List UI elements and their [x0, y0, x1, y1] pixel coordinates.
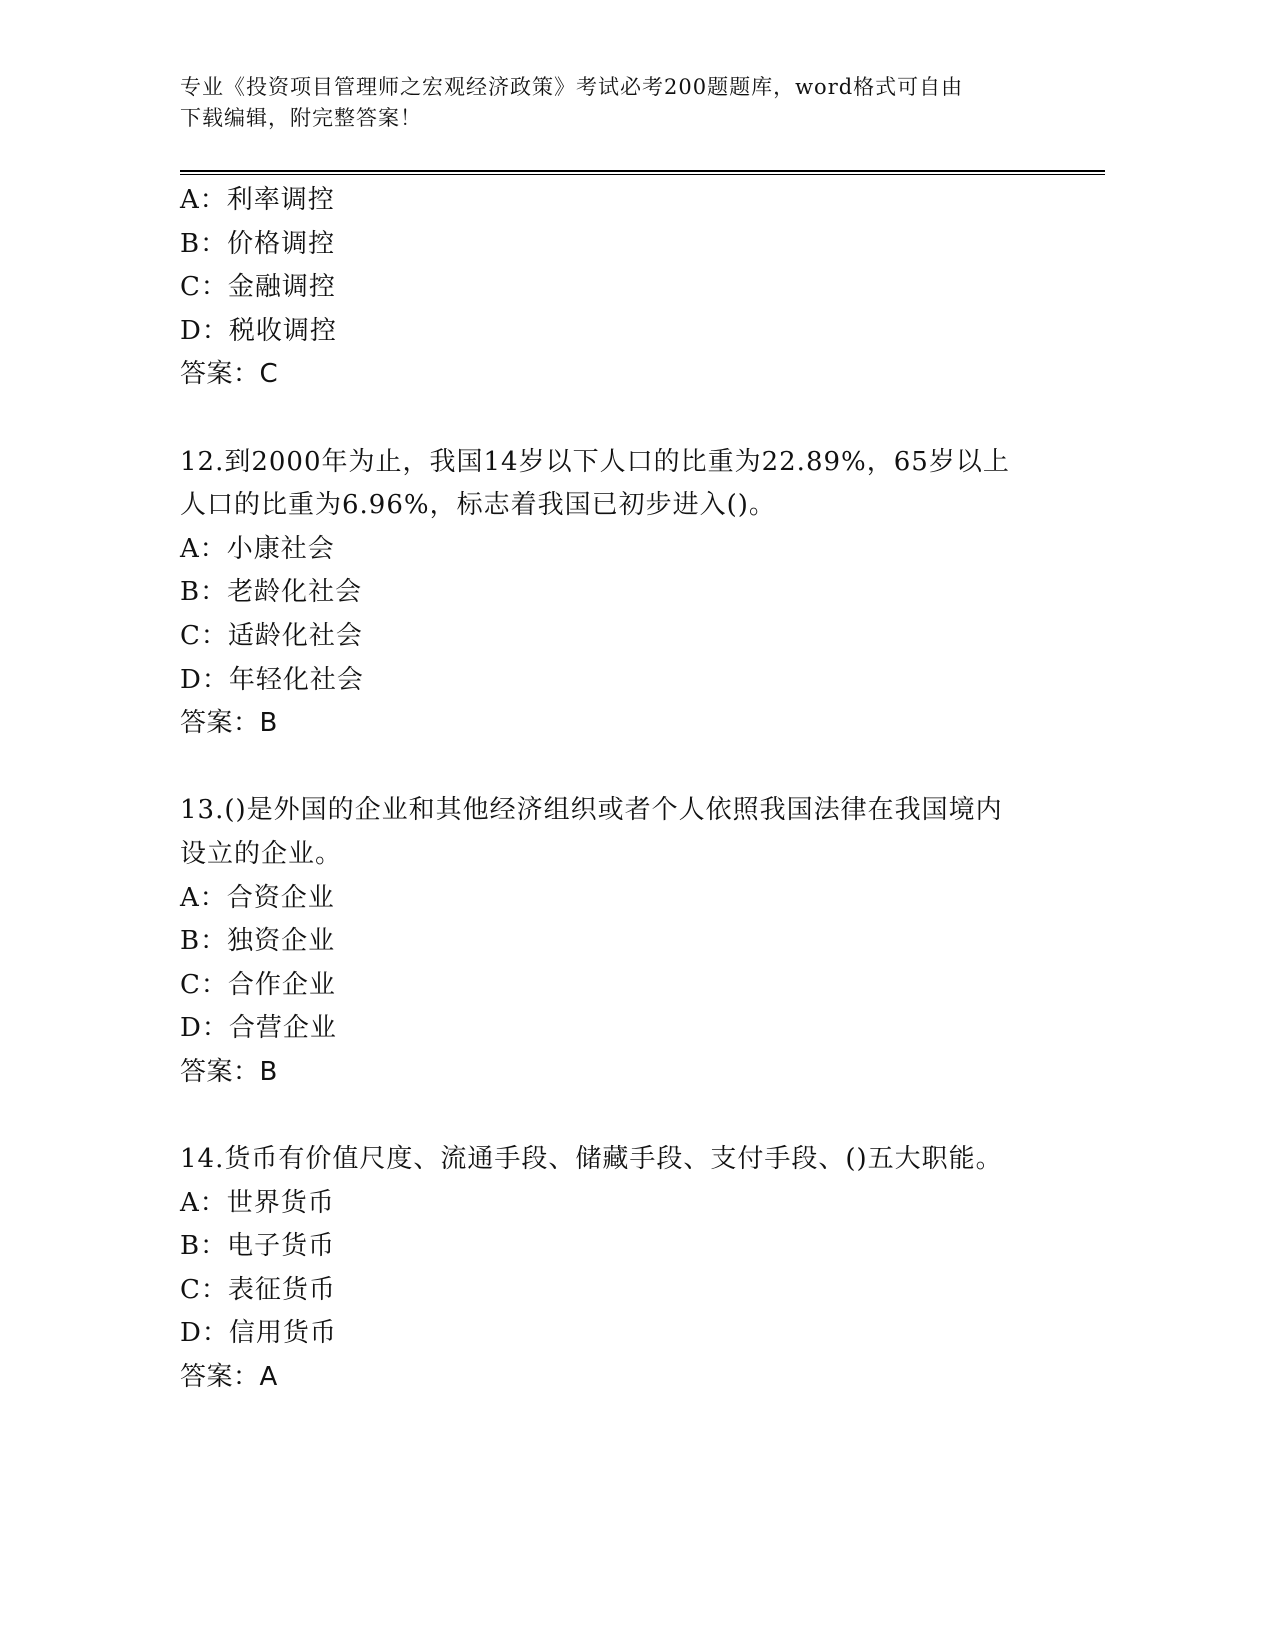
option-a — [180, 1182, 1180, 1226]
question-block — [180, 789, 1180, 1094]
blank-line — [180, 397, 1180, 441]
option-letter: B： — [180, 1231, 228, 1262]
answer-value: B — [259, 1056, 278, 1087]
answer-line — [180, 353, 1180, 397]
question-list — [180, 179, 1180, 1400]
answer-line — [180, 1356, 1180, 1400]
option-letter: B： — [180, 926, 228, 957]
option-letter: D： — [180, 1318, 229, 1349]
blank-line — [180, 746, 1180, 790]
option-d — [180, 659, 1180, 703]
option-letter: B： — [180, 577, 228, 608]
option-text: 合营企业 — [228, 1013, 337, 1044]
option-text: 税收调控 — [228, 315, 337, 346]
header-line: 专业《投资项目管理师之宏观经济政策》考试必考200题题库，word格式可自由 — [180, 75, 964, 99]
option-text: 合作企业 — [227, 969, 336, 1000]
option-letter: A： — [180, 882, 227, 913]
document-header — [180, 72, 1100, 134]
answer-value: B — [259, 708, 278, 739]
option-text: 利率调控 — [226, 185, 335, 215]
question-block — [180, 1138, 1180, 1400]
option-c — [180, 266, 1180, 310]
option-text: 年轻化社会 — [228, 664, 364, 695]
option-letter: D： — [180, 315, 229, 346]
option-text: 合资企业 — [226, 882, 335, 913]
option-a — [180, 877, 1180, 921]
question-stem-line: 人口的比重为6.96%，标志着我国已初步进入()。 — [180, 490, 776, 521]
question-block — [180, 441, 1180, 746]
option-letter: B： — [180, 228, 228, 259]
option-letter: A： — [180, 185, 227, 215]
answer-label: 答案： — [180, 1362, 260, 1393]
option-b — [180, 920, 1180, 964]
option-a — [180, 528, 1180, 572]
question-stem-line: 14.货币有价值尺度、流通手段、储藏手段、支付手段、()五大职能。 — [180, 1144, 1003, 1175]
option-b — [180, 1225, 1180, 1269]
option-text: 表征货币 — [227, 1274, 336, 1305]
option-letter: D： — [180, 1013, 229, 1044]
option-text: 金融调控 — [227, 272, 336, 303]
option-text: 世界货币 — [226, 1187, 335, 1218]
option-c — [180, 1269, 1180, 1313]
question-stem-line: 12.到2000年为止，我国14岁以下人口的比重为22.89%，65岁以上 — [180, 446, 1010, 477]
option-letter: C： — [180, 969, 228, 1000]
option-letter: C： — [180, 620, 228, 651]
option-d — [180, 310, 1180, 354]
header-line: 下载编辑，附完整答案！ — [180, 106, 422, 130]
option-letter: A： — [180, 1187, 227, 1218]
answer-line — [180, 1051, 1180, 1095]
option-letter: A： — [180, 533, 227, 564]
option-text: 价格调控 — [227, 228, 336, 259]
option-a — [180, 179, 1180, 223]
option-text: 独资企业 — [227, 926, 336, 957]
option-text: 适龄化社会 — [227, 620, 363, 651]
answer-value: A — [259, 1362, 278, 1393]
blank-line — [180, 1094, 1180, 1138]
question-stem-line: 13.()是外国的企业和其他经济组织或者个人依照我国法律在我国境内 — [180, 795, 1003, 826]
answer-label: 答案： — [180, 359, 260, 390]
option-letter: C： — [180, 1274, 228, 1305]
option-b — [180, 571, 1180, 615]
option-letter: D： — [180, 664, 229, 695]
answer-value: C — [259, 359, 279, 390]
header-double-rule — [180, 170, 1105, 175]
question-stem-line: 设立的企业。 — [180, 838, 343, 869]
option-b — [180, 223, 1180, 267]
option-text: 信用货币 — [228, 1318, 337, 1349]
option-d — [180, 1007, 1180, 1051]
option-text: 电子货币 — [227, 1231, 336, 1262]
answer-label: 答案： — [180, 708, 260, 739]
option-d — [180, 1312, 1180, 1356]
option-letter: C： — [180, 272, 228, 303]
answer-label: 答案： — [180, 1056, 260, 1087]
question-block — [180, 179, 1180, 397]
option-text: 老龄化社会 — [227, 577, 363, 608]
option-c — [180, 964, 1180, 1008]
option-c — [180, 615, 1180, 659]
option-text: 小康社会 — [226, 533, 335, 564]
answer-line — [180, 702, 1180, 746]
